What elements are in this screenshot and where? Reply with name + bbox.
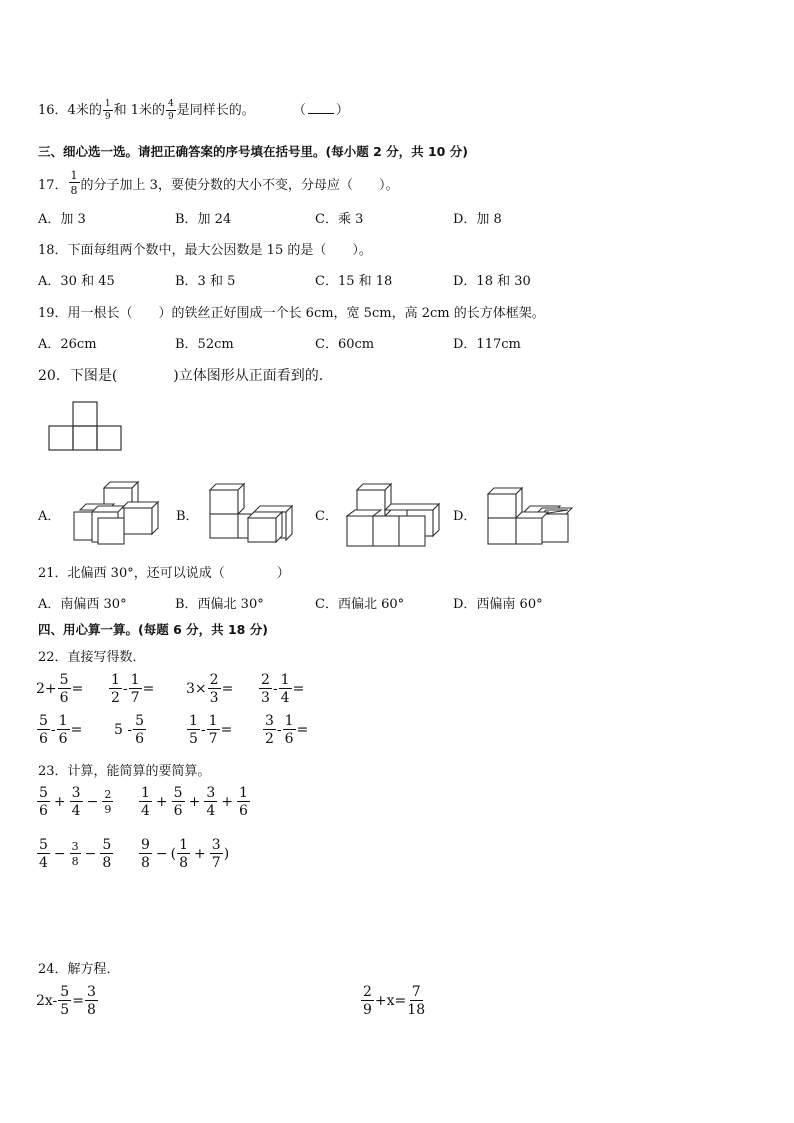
q17-fraction: $\frac{1}{8}$ [70, 169, 78, 197]
question-23: 23．计算，能简算的要简算。 [38, 764, 211, 779]
q19-option-a[interactable]: A．26cm [38, 337, 97, 352]
q24-equation-1: 2x- $\frac{5}{5}$ = $\frac{3}{8}$ [36, 984, 96, 1018]
q20-option-a-figure[interactable] [66, 482, 166, 548]
q19-option-c[interactable]: C．60cm [315, 337, 375, 352]
q20-option-c-figure[interactable] [345, 482, 445, 550]
q20-option-d-label[interactable]: D． [453, 509, 477, 524]
question-16 [38, 99, 349, 122]
q19-option-b[interactable]: B．52cm [175, 337, 234, 352]
q21-option-a[interactable]: A．南偏西 30° [38, 597, 127, 612]
q23-expr-3: $\frac{5}{4}$ − $\frac{3}{8}$ − $\frac{5}{8}$ [39, 837, 112, 871]
question-21: 21．北偏西 30°，还可以说成（ ） [38, 566, 290, 581]
q22-expr-1: 2+ $\frac{5}{6}$ = [36, 672, 84, 706]
q17-option-c[interactable]: C．乘 3 [315, 212, 364, 227]
question-17: 17． $\frac{1}{8}$ 的分子加上 3，要使分数的大小不变，分母应（ ）。 [38, 169, 399, 197]
q16-fraction-1: $\frac{1}{9}$ [104, 98, 111, 122]
question-19: 19．用一根长（ ）的铁丝正好围成一个长 6cm，宽 5cm，高 2cm 的长方体框架。 [38, 306, 545, 321]
q21-option-c[interactable]: C．西偏北 60° [315, 597, 405, 612]
q24-equation-2: $\frac{2}{9}$ +x= $\frac{7}{18}$ [363, 984, 426, 1018]
q22-expr-7: $\frac{1}{5}$ - $\frac{1}{7}$ = [189, 713, 233, 747]
question-22: 22．直接写得数． [38, 650, 146, 665]
question-24: 24．解方程． [38, 962, 120, 977]
q17-option-b[interactable]: B．加 24 [175, 212, 232, 227]
q17-option-a[interactable]: A．加 3 [38, 212, 86, 227]
q22-expr-3: 3× $\frac{2}{3}$ = [186, 672, 234, 706]
q22-expr-5: $\frac{5}{6}$ - $\frac{1}{6}$ = [39, 713, 83, 747]
q20-option-b-figure[interactable] [208, 482, 300, 548]
q19-option-d[interactable]: D．117cm [453, 337, 521, 352]
q23-expr-2: $\frac{1}{4}$ + $\frac{5}{6}$ + $\frac{3}{4}$ + $\frac{1}{6}$ [141, 785, 248, 819]
q16-text-post: 是同样长的。 [176, 103, 255, 118]
q20-option-b-label[interactable]: B． [176, 509, 199, 524]
section-4-heading: 四、用心算一算。(每题 6 分，共 18 分) [38, 622, 268, 637]
q17-option-d[interactable]: D．加 8 [453, 212, 502, 227]
q16-text-mid: 和 1米的 [113, 103, 165, 118]
q23-expr-1: $\frac{5}{6}$ + $\frac{3}{4}$ − $\frac{2}{9}$ [39, 785, 112, 819]
q20-option-c-label[interactable]: C． [315, 509, 338, 524]
q18-option-b[interactable]: B．3 和 5 [175, 274, 236, 289]
q18-option-d[interactable]: D．18 和 30 [453, 274, 531, 289]
q18-option-c[interactable]: C．15 和 18 [315, 274, 393, 289]
q18-option-a[interactable]: A．30 和 45 [38, 274, 115, 289]
q20-option-d-figure[interactable] [486, 484, 576, 550]
q16-text-pre: 16．4米的 [38, 103, 102, 118]
q21-option-b[interactable]: B．西偏北 30° [175, 597, 264, 612]
q16-fraction-2: $\frac{4}{9}$ [167, 98, 174, 122]
question-18: 18．下面每组两个数中，最大公因数是 15 的是（ ）。 [38, 243, 372, 258]
section-3-heading: 三、细心选一选。请把正确答案的序号填在括号里。(每小题 2 分，共 10 分) [38, 144, 468, 159]
question-20: 20．下图是( )立体图形从正面看到的. [38, 368, 324, 384]
q22-expr-4: $\frac{2}{3}$ - $\frac{1}{4}$ = [261, 672, 305, 706]
q20-front-view-figure [48, 402, 122, 452]
q22-expr-6: 5 - $\frac{5}{6}$ [114, 713, 145, 747]
q23-expr-4: $\frac{9}{8}$ − ( $\frac{1}{8}$ + $\frac{3}{7}$ ) [141, 837, 230, 871]
q16-answer-blank[interactable]: （ ） [292, 103, 349, 118]
q20-option-a-label[interactable]: A． [38, 509, 61, 524]
q22-expr-8: $\frac{3}{2}$ - $\frac{1}{6}$ = [265, 713, 309, 747]
q22-expr-2: $\frac{1}{2}$ - $\frac{1}{7}$ = [111, 672, 155, 706]
q21-option-d[interactable]: D．西偏南 60° [453, 597, 543, 612]
